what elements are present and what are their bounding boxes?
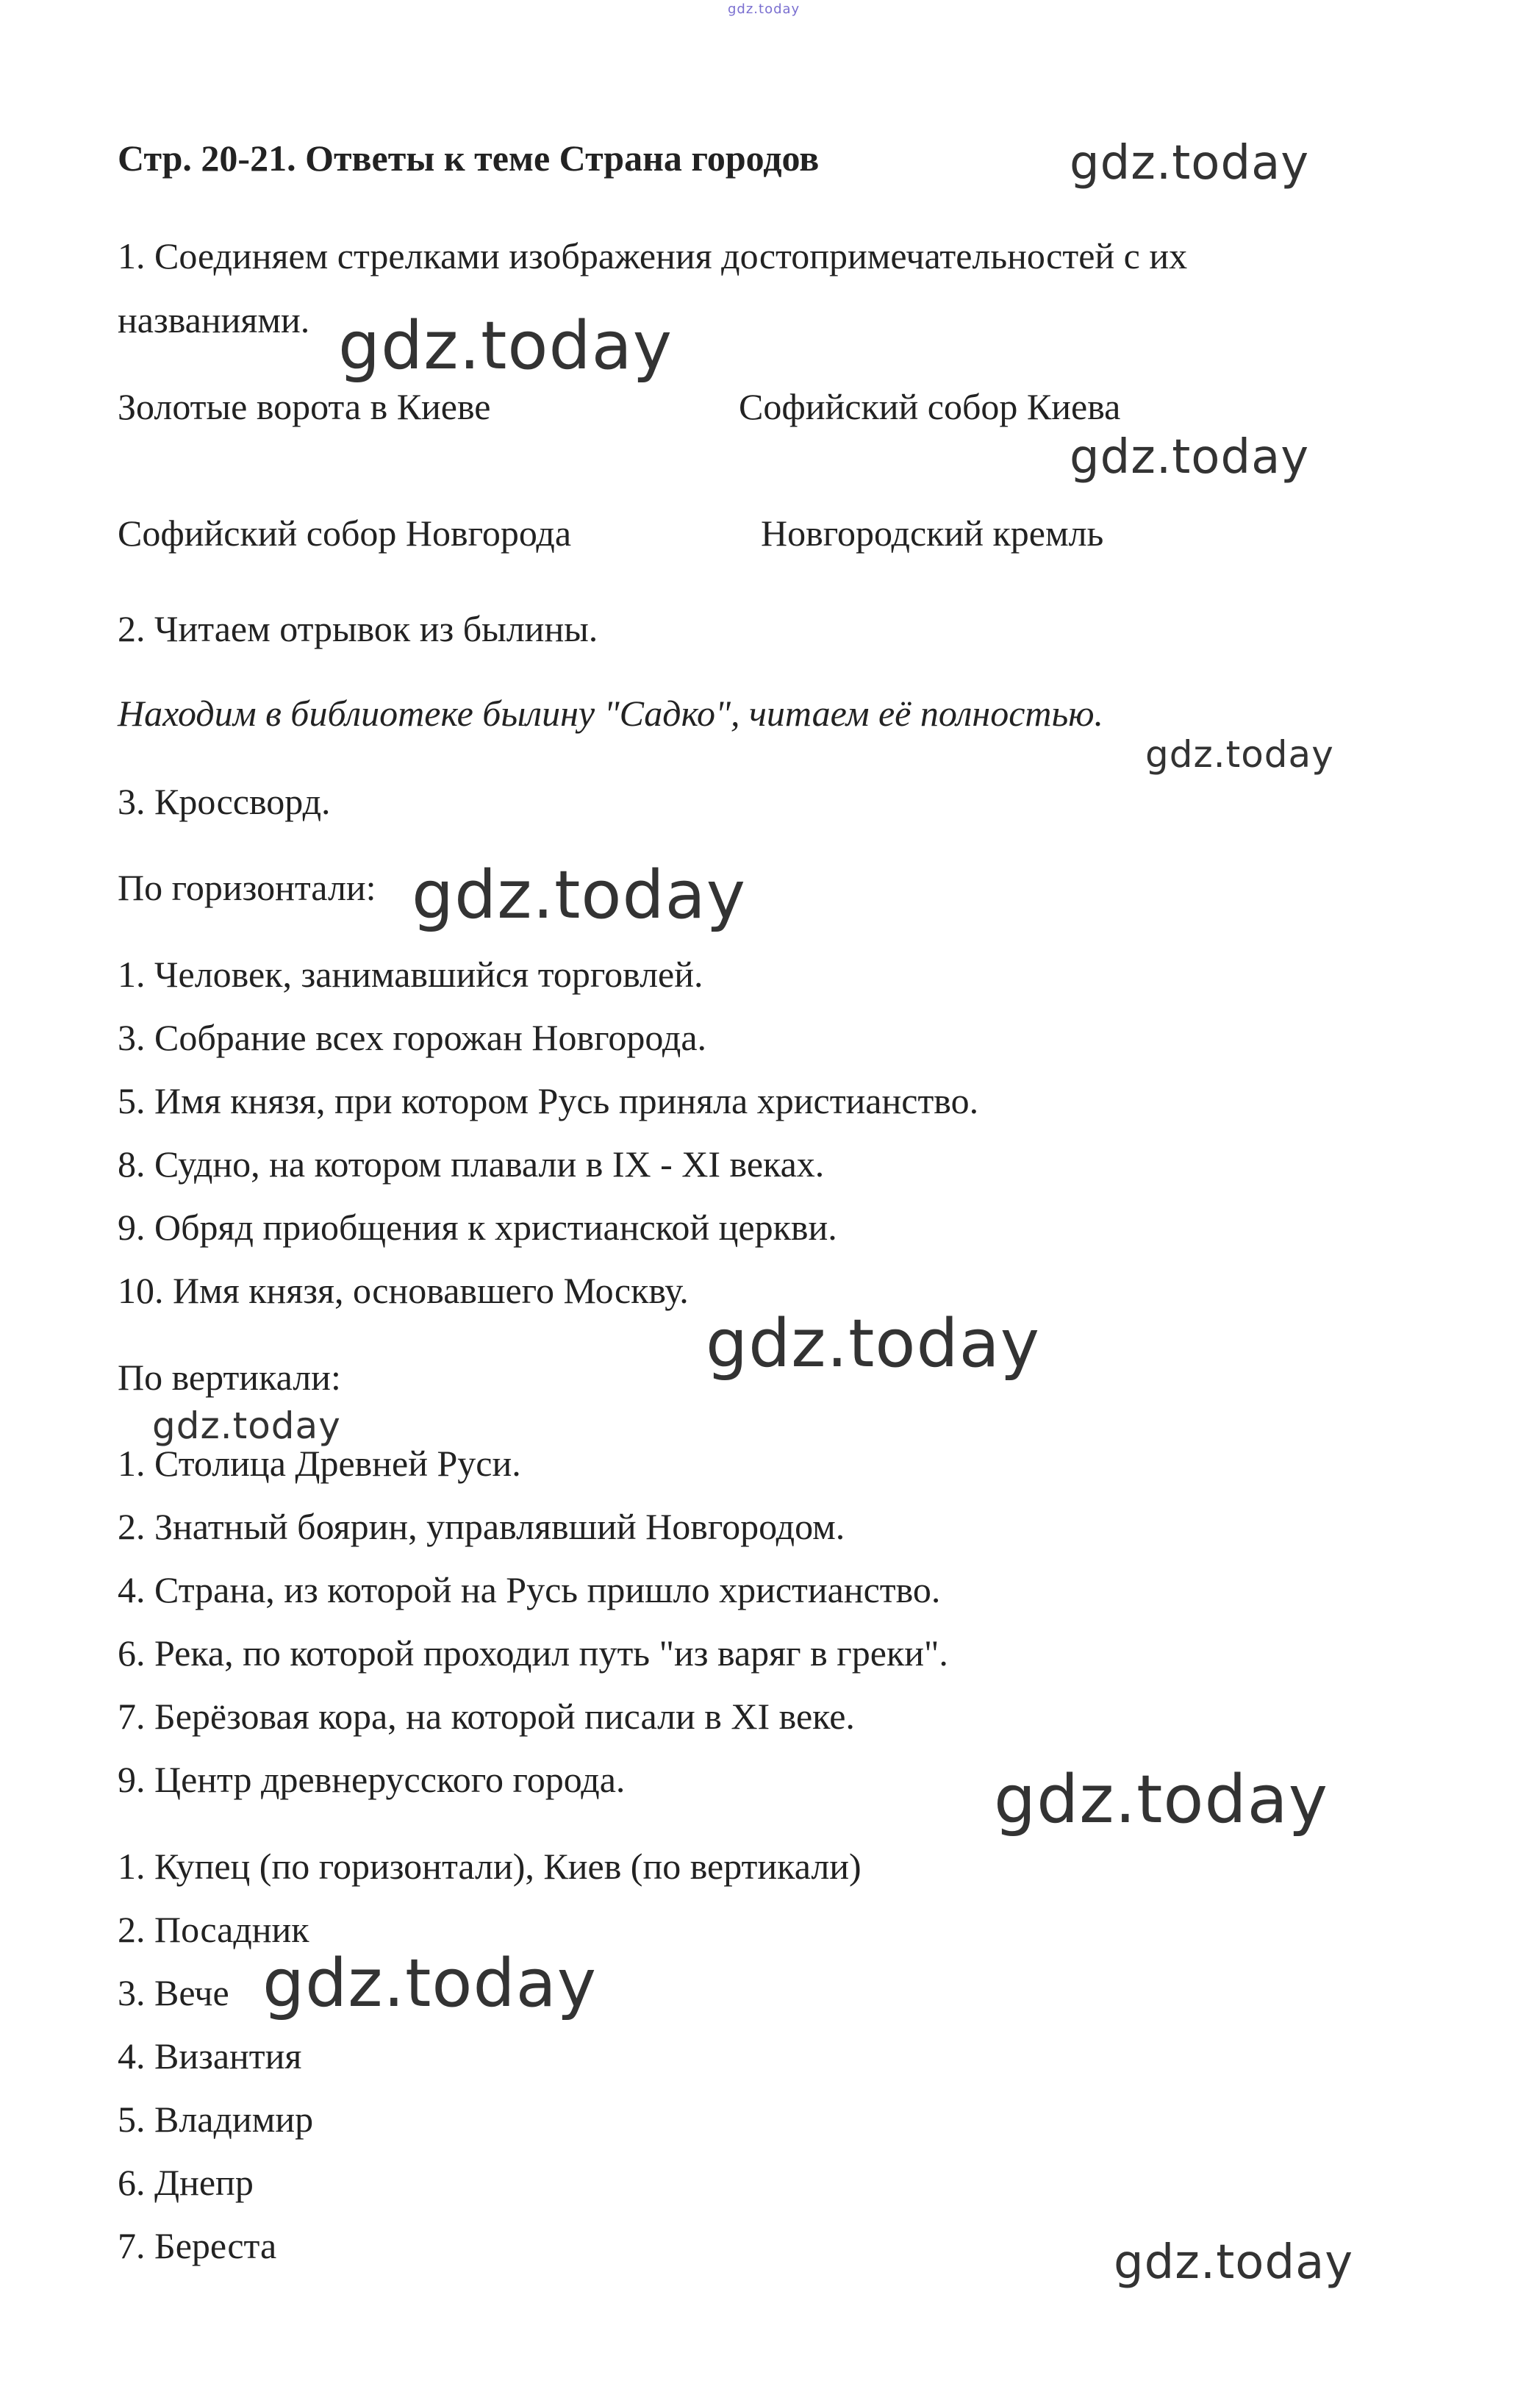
list-item: 9. Центр древнерусского города. bbox=[118, 1759, 626, 1800]
task1-pair-right: Новгородский кремль bbox=[761, 513, 1104, 554]
watermark: gdz.today bbox=[1070, 430, 1310, 485]
task1-text: названиями. bbox=[118, 299, 310, 340]
vertical-heading: По вертикали: bbox=[118, 1357, 341, 1398]
watermark: gdz.today bbox=[728, 1, 801, 17]
watermark: gdz.today bbox=[1070, 136, 1310, 190]
answer-item: 2. Посадник bbox=[118, 1909, 309, 1950]
watermark: gdz.today bbox=[338, 307, 673, 385]
list-item: 1. Столица Древней Руси. bbox=[118, 1443, 521, 1484]
task1-pair-right: Софийский собор Киева bbox=[739, 386, 1121, 427]
task1-pair-left: Золотые ворота в Киеве bbox=[118, 386, 491, 427]
watermark: gdz.today bbox=[1145, 733, 1334, 776]
list-item: 4. Страна, из которой на Русь пришло христианство. bbox=[118, 1569, 941, 1610]
task2-answer: Находим в библиотеке былину "Садко", читаем её полностью. bbox=[118, 693, 1104, 734]
watermark: gdz.today bbox=[152, 1404, 341, 1447]
answer-item: 4. Византия bbox=[118, 2035, 302, 2077]
page-title: Стр. 20-21. Ответы к теме Страна городов bbox=[118, 138, 820, 179]
watermark: gdz.today bbox=[706, 1305, 1041, 1382]
task1-pair-left: Софийский собор Новгорода bbox=[118, 513, 572, 554]
watermark: gdz.today bbox=[994, 1761, 1329, 1838]
task1-text: 1. Соединяем стрелками изображения достопримечательностей с их bbox=[118, 235, 1188, 276]
watermark: gdz.today bbox=[412, 857, 747, 934]
watermark: gdz.today bbox=[262, 1945, 598, 2022]
list-item: 5. Имя князя, при котором Русь приняла христианство. bbox=[118, 1080, 979, 1121]
task3-text: 3. Кроссворд. bbox=[118, 781, 331, 822]
list-item: 1. Человек, занимавшийся торговлей. bbox=[118, 954, 703, 995]
answer-item: 6. Днепр bbox=[118, 2162, 254, 2203]
horizontal-heading: По горизонтали: bbox=[118, 867, 376, 908]
list-item: 10. Имя князя, основавшего Москву. bbox=[118, 1270, 689, 1311]
answer-item: 3. Вече bbox=[118, 1972, 229, 2013]
list-item: 6. Река, по которой проходил путь "из варяг в греки". bbox=[118, 1632, 948, 1674]
list-item: 2. Знатный боярин, управлявший Новгородом. bbox=[118, 1506, 845, 1547]
list-item: 7. Берёзовая кора, на которой писали в XI веке. bbox=[118, 1696, 855, 1737]
watermark: gdz.today bbox=[1114, 2235, 1354, 2290]
list-item: 8. Судно, на котором плавали в IX - XI веках. bbox=[118, 1143, 825, 1185]
task2-text: 2. Читаем отрывок из былины. bbox=[118, 608, 598, 649]
list-item: 9. Обряд приобщения к христианской церкви. bbox=[118, 1207, 837, 1248]
answer-item: 1. Купец (по горизонтали), Киев (по вертикали) bbox=[118, 1846, 862, 1887]
answer-item: 5. Владимир bbox=[118, 2099, 314, 2140]
answer-item: 7. Береста bbox=[118, 2225, 277, 2266]
list-item: 3. Собрание всех горожан Новгорода. bbox=[118, 1017, 707, 1058]
